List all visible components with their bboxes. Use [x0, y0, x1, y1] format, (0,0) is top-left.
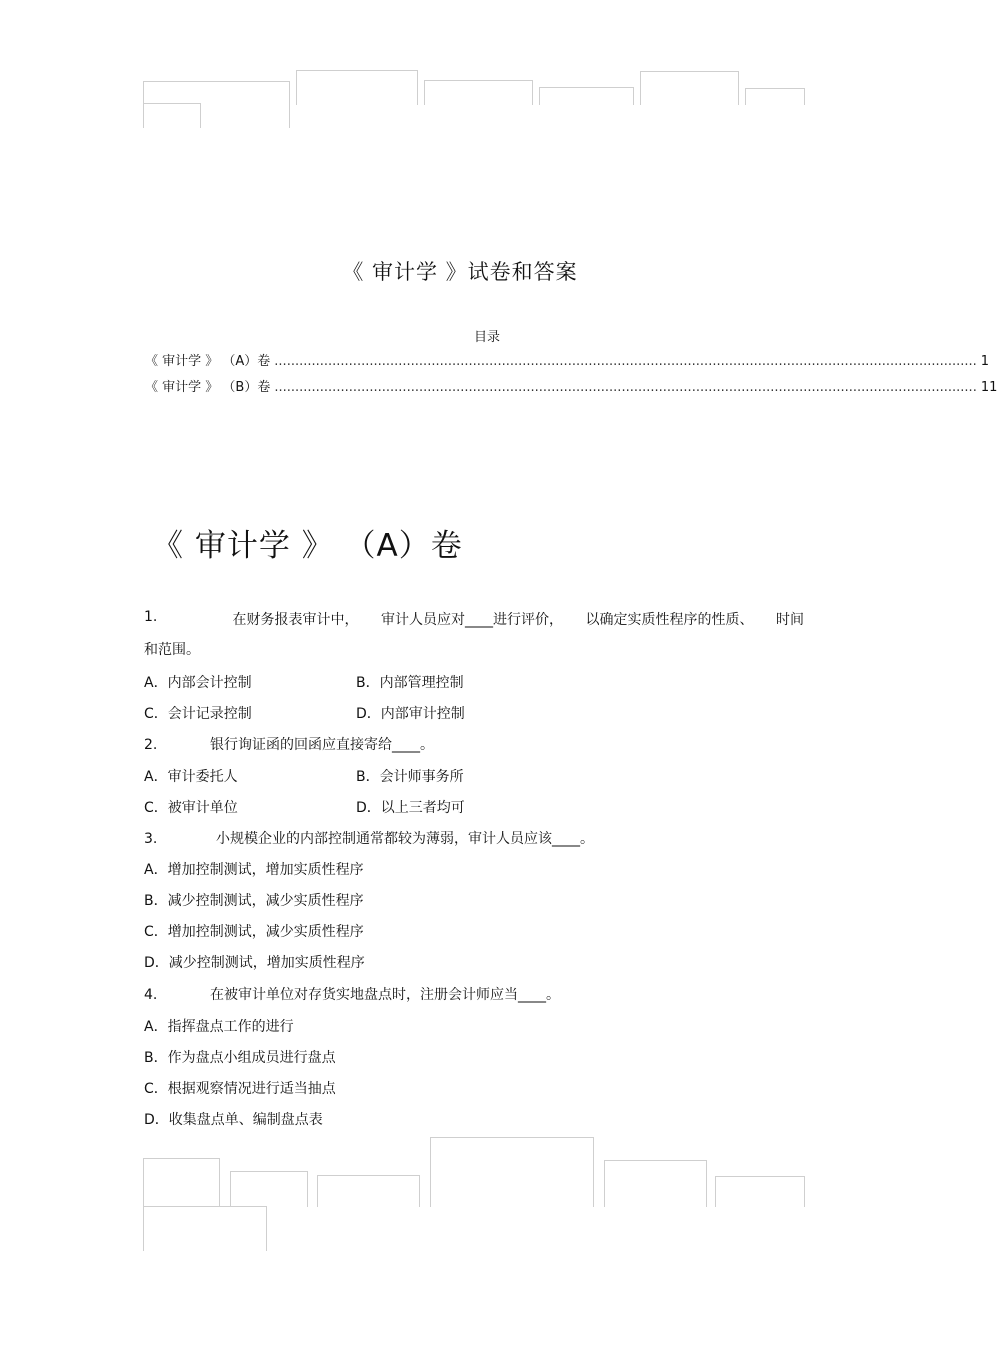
toc-entry-page: 1 — [980, 354, 990, 369]
question-2-stem — [144, 734, 434, 754]
answer-option: D．减少控制测试，增加实质性程序 — [144, 955, 365, 971]
question-3-stem — [144, 828, 594, 848]
answer-option: B．作为盘点小组成员进行盘点 — [144, 1050, 336, 1066]
decorative-frame — [143, 103, 201, 128]
question-number: 1. — [144, 609, 158, 625]
question-number: 3. — [144, 831, 158, 847]
document-title: 《 审计学 》试卷和答案 — [342, 260, 578, 284]
decorative-frame — [143, 1158, 220, 1207]
question-text-segment: 在财务报表审计中， — [232, 612, 359, 628]
answer-option: C．会计记录控制 — [144, 706, 252, 722]
answer-option: A．增加控制测试，增加实质性程序 — [144, 862, 364, 878]
answer-option: B．内部管理控制 — [356, 675, 464, 691]
answer-option: D．收集盘点单、编制盘点表 — [144, 1112, 323, 1128]
question-1-stem — [144, 609, 804, 629]
question-text-segment: 时间 — [776, 612, 804, 628]
decorative-frame — [539, 87, 634, 105]
decorative-frame — [230, 1171, 308, 1207]
answer-option: D．以上三者均可 — [356, 800, 465, 816]
question-text: 在被审计单位对存货实地盘点时，注册会计师应当____。 — [210, 987, 560, 1003]
toc-heading: 目录 — [473, 330, 500, 345]
question-text: 小规模企业的内部控制通常都较为薄弱，审计人员应该____。 — [216, 831, 594, 847]
toc-entry[interactable] — [145, 350, 990, 369]
toc-entry-label: 《 审计学 》 （B）卷 — [145, 380, 271, 395]
question-text-segment: 审计人员应对____进行评价， — [381, 612, 563, 628]
toc-entry-label: 《 审计学 》 （A）卷 — [145, 354, 271, 369]
decorative-frame — [430, 1137, 594, 1207]
answer-option: B．会计师事务所 — [356, 769, 464, 785]
toc-leader-dots: .......................................................................................................................................................................... — [274, 354, 977, 369]
decorative-frame — [715, 1176, 805, 1207]
decorative-frame — [640, 71, 739, 105]
decorative-frame — [296, 70, 418, 105]
question-number: 2. — [144, 737, 158, 753]
question-text-continuation: 和范围。 — [144, 642, 200, 658]
answer-option: C．被审计单位 — [144, 800, 238, 816]
section-heading: 《 审计学 》 （A）卷 — [152, 528, 463, 564]
decorative-frame — [424, 80, 533, 105]
decorative-frame — [745, 88, 805, 105]
answer-option: C．根据观察情况进行适当抽点 — [144, 1081, 336, 1097]
decorative-frame — [143, 1206, 267, 1251]
decorative-frame — [317, 1175, 420, 1207]
answer-option: B．减少控制测试，减少实质性程序 — [144, 893, 364, 909]
answer-option: A．审计委托人 — [144, 769, 238, 785]
decorative-frame — [604, 1160, 707, 1207]
answer-option: A．指挥盘点工作的进行 — [144, 1019, 294, 1035]
question-4-stem — [144, 984, 560, 1004]
answer-option: A．内部会计控制 — [144, 675, 252, 691]
question-text-segment: 以确定实质性程序的性质、 — [585, 612, 754, 628]
answer-option: C．增加控制测试，减少实质性程序 — [144, 924, 364, 940]
toc-entry-page: 11 — [980, 380, 997, 395]
toc-leader-dots: .......................................................................................................................................................................... — [274, 380, 977, 395]
answer-option: D．内部审计控制 — [356, 706, 465, 722]
question-number: 4. — [144, 987, 158, 1003]
question-text: 银行询证函的回函应直接寄给____。 — [210, 737, 434, 753]
toc-entry[interactable] — [145, 376, 997, 395]
